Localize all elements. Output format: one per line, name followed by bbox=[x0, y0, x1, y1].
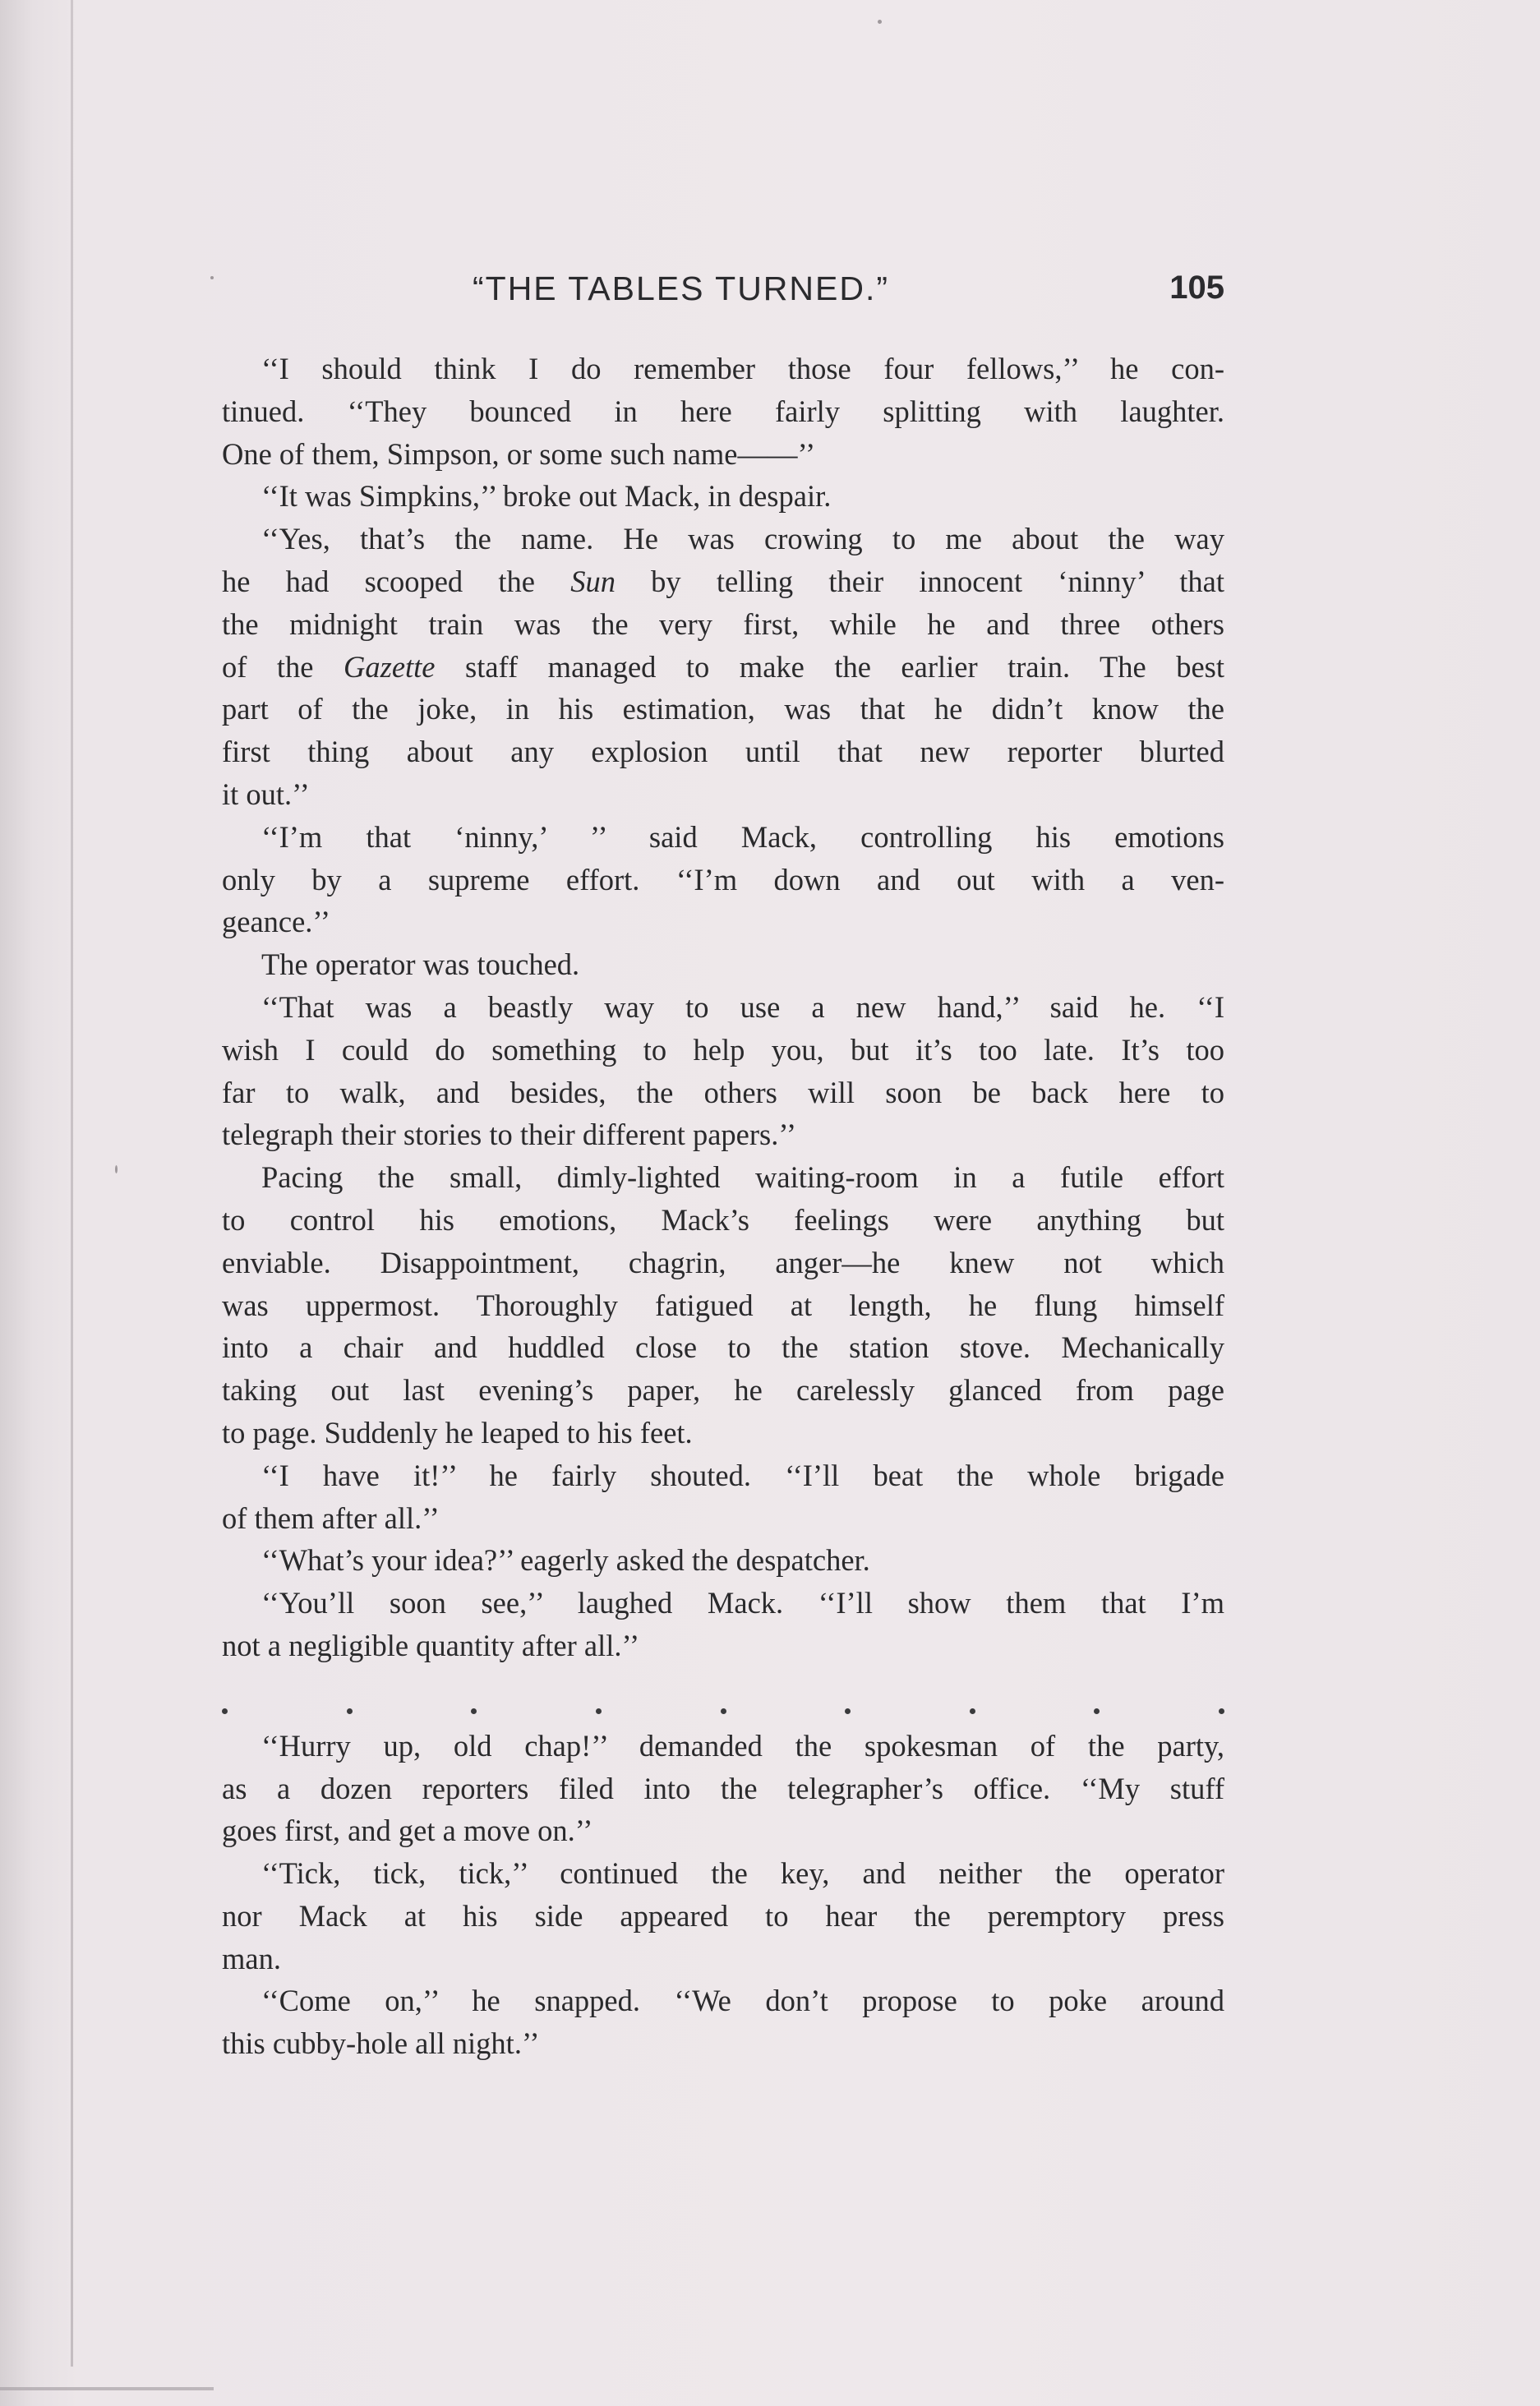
text-run: man. bbox=[222, 1941, 281, 1975]
text-run: ‘‘Hurry up, old chap!’’ demanded the spokesman of the party, bbox=[261, 1728, 1224, 1763]
text-run: as a dozen reporters filed into the telegrapher’s office. ‘‘My stuff bbox=[222, 1771, 1224, 1805]
text-run: tinued. ‘‘They bounced in here fairly splitting with laughter. bbox=[222, 394, 1224, 428]
ellipsis-dot bbox=[721, 1708, 726, 1714]
text-run: of the bbox=[222, 649, 344, 684]
body-text bbox=[222, 348, 1224, 2065]
page-number: 105 bbox=[1169, 270, 1224, 306]
text-run: One of them, Simpson, or some such name——’’ bbox=[222, 436, 816, 471]
ellipsis-dot bbox=[596, 1708, 602, 1714]
text-run: part of the joke, in his estimation, was that he didn’t know the bbox=[222, 692, 1224, 726]
section-break-dots bbox=[222, 1667, 1224, 1725]
text-run: by telling their innocent ‘ninny’ that bbox=[615, 564, 1224, 598]
ellipsis-dot bbox=[222, 1708, 228, 1714]
text-run: into a chair and huddled close to the station stove. Mechanically bbox=[222, 1330, 1224, 1365]
ellipsis-dot bbox=[1094, 1708, 1100, 1714]
text-line bbox=[222, 2022, 1224, 2065]
text-run: ‘‘Yes, that’s the name. He was crowing to me about the way bbox=[261, 522, 1224, 556]
text-line bbox=[222, 1768, 1224, 1810]
text-run: first thing about any explosion until that new reporter blurted bbox=[222, 735, 1224, 769]
text-run: ‘‘What’s your idea?’’ eagerly asked the despatcher. bbox=[261, 1543, 870, 1578]
text-line bbox=[222, 603, 1224, 646]
text-line bbox=[222, 1725, 1224, 1768]
text-line bbox=[222, 901, 1224, 943]
text-line bbox=[222, 1809, 1224, 1852]
text-run: The operator was touched. bbox=[261, 947, 580, 982]
text-run: ‘‘I should think I do remember those four fellows,’’ he con- bbox=[261, 352, 1224, 385]
italic-title: Gazette bbox=[344, 649, 436, 684]
text-run: goes first, and get a move on.’’ bbox=[222, 1814, 593, 1848]
text-line bbox=[222, 1980, 1224, 2022]
text-run: it out.’’ bbox=[222, 777, 310, 811]
text-line bbox=[222, 1539, 1224, 1582]
text-run: nor Mack at his side appeared to hear the peremptory press bbox=[222, 1898, 1224, 1933]
text-line bbox=[222, 986, 1224, 1029]
text-line bbox=[222, 1412, 1224, 1454]
text-line bbox=[222, 1326, 1224, 1369]
ellipsis-dot bbox=[970, 1708, 975, 1714]
text-run: ‘‘I have it!’’ he fairly shouted. ‘‘I’ll beat the whole brigade bbox=[261, 1458, 1224, 1492]
text-line bbox=[222, 1454, 1224, 1497]
text-run: geance.’’ bbox=[222, 905, 331, 939]
text-line bbox=[222, 1199, 1224, 1242]
text-line bbox=[222, 1369, 1224, 1412]
text-line bbox=[222, 1895, 1224, 1938]
text-line bbox=[222, 1625, 1224, 1667]
text-line bbox=[222, 1582, 1224, 1625]
text-line bbox=[222, 731, 1224, 773]
text-run: to control his emotions, Mack’s feelings were anything but bbox=[222, 1202, 1224, 1237]
text-run: only by a supreme effort. ‘‘I’m down and out with a ven- bbox=[222, 862, 1224, 896]
text-run: enviable. Disappointment, chagrin, anger—he knew not which bbox=[222, 1245, 1224, 1279]
text-line bbox=[222, 433, 1224, 476]
text-run: far to walk, and besides, the others will soon be back here to bbox=[222, 1075, 1224, 1109]
ellipsis-dot bbox=[1219, 1708, 1224, 1714]
text-line bbox=[222, 1072, 1224, 1114]
text-run: ‘‘It was Simpkins,’’ broke out Mack, in despair. bbox=[261, 479, 832, 514]
text-line bbox=[222, 1156, 1224, 1199]
text-run: staff managed to make the earlier train. The best bbox=[435, 649, 1224, 684]
text-run: ‘‘Tick, tick, tick,’’ continued the key, and neither the operator bbox=[261, 1856, 1224, 1891]
text-line bbox=[222, 348, 1224, 390]
text-run: the midnight train was the very first, while he and three others bbox=[222, 606, 1224, 641]
text-line bbox=[222, 646, 1224, 689]
text-line bbox=[222, 859, 1224, 901]
paper-speck bbox=[210, 276, 214, 279]
text-line bbox=[222, 1938, 1224, 1980]
ellipsis-dot bbox=[471, 1708, 477, 1714]
ellipsis-dot bbox=[347, 1708, 353, 1714]
running-header bbox=[222, 270, 1224, 319]
text-run: he had scooped the bbox=[222, 564, 571, 598]
text-run: not a negligible quantity after all.’’ bbox=[222, 1628, 640, 1662]
text-line bbox=[222, 1284, 1224, 1327]
text-run: was uppermost. Thoroughly fatigued at length, he flung himself bbox=[222, 1288, 1224, 1322]
page-edge-shadow bbox=[0, 2387, 214, 2390]
italic-title: Sun bbox=[570, 564, 616, 598]
text-run: wish I could do something to help you, but it’s too late. It’s too bbox=[222, 1032, 1224, 1067]
text-run: this cubby-hole all night.’’ bbox=[222, 2026, 540, 2061]
ellipsis-dot bbox=[845, 1708, 851, 1714]
text-line bbox=[222, 1242, 1224, 1284]
text-run: ‘‘I’m that ‘ninny,’ ’’ said Mack, controlling his emotions bbox=[261, 819, 1224, 854]
text-run: to page. Suddenly he leaped to his feet. bbox=[222, 1415, 693, 1450]
text-run: ‘‘That was a beastly way to use a new hand,’’ said he. ‘‘I bbox=[261, 989, 1224, 1024]
text-line bbox=[222, 390, 1224, 433]
text-run: ‘‘You’ll soon see,’’ laughed Mack. ‘‘I’ll show them that I’m bbox=[261, 1586, 1224, 1620]
text-run: of them after all.’’ bbox=[222, 1500, 440, 1535]
text-run: Pacing the small, dimly-lighted waiting-room in a futile effort bbox=[261, 1160, 1224, 1195]
text-line bbox=[222, 560, 1224, 603]
text-line bbox=[222, 1029, 1224, 1072]
text-run: ‘‘Come on,’’ he snapped. ‘‘We don’t propose to poke around bbox=[261, 1984, 1224, 2018]
text-line bbox=[222, 1497, 1224, 1540]
text-line bbox=[222, 1113, 1224, 1156]
text-line bbox=[222, 688, 1224, 731]
paper-speck bbox=[878, 20, 882, 24]
text-run: telegraph their stories to their different papers.’’ bbox=[222, 1118, 796, 1152]
text-line bbox=[222, 943, 1224, 986]
running-title: “THE TABLES TURNED.” bbox=[473, 270, 890, 307]
text-line bbox=[222, 773, 1224, 816]
text-line bbox=[222, 475, 1224, 518]
text-run: taking out last evening’s paper, he carelessly glanced from page bbox=[222, 1373, 1224, 1408]
binding-gutter bbox=[71, 0, 73, 2367]
text-line bbox=[222, 816, 1224, 859]
paper-speck bbox=[115, 1165, 118, 1173]
text-line bbox=[222, 1852, 1224, 1895]
text-line bbox=[222, 518, 1224, 560]
